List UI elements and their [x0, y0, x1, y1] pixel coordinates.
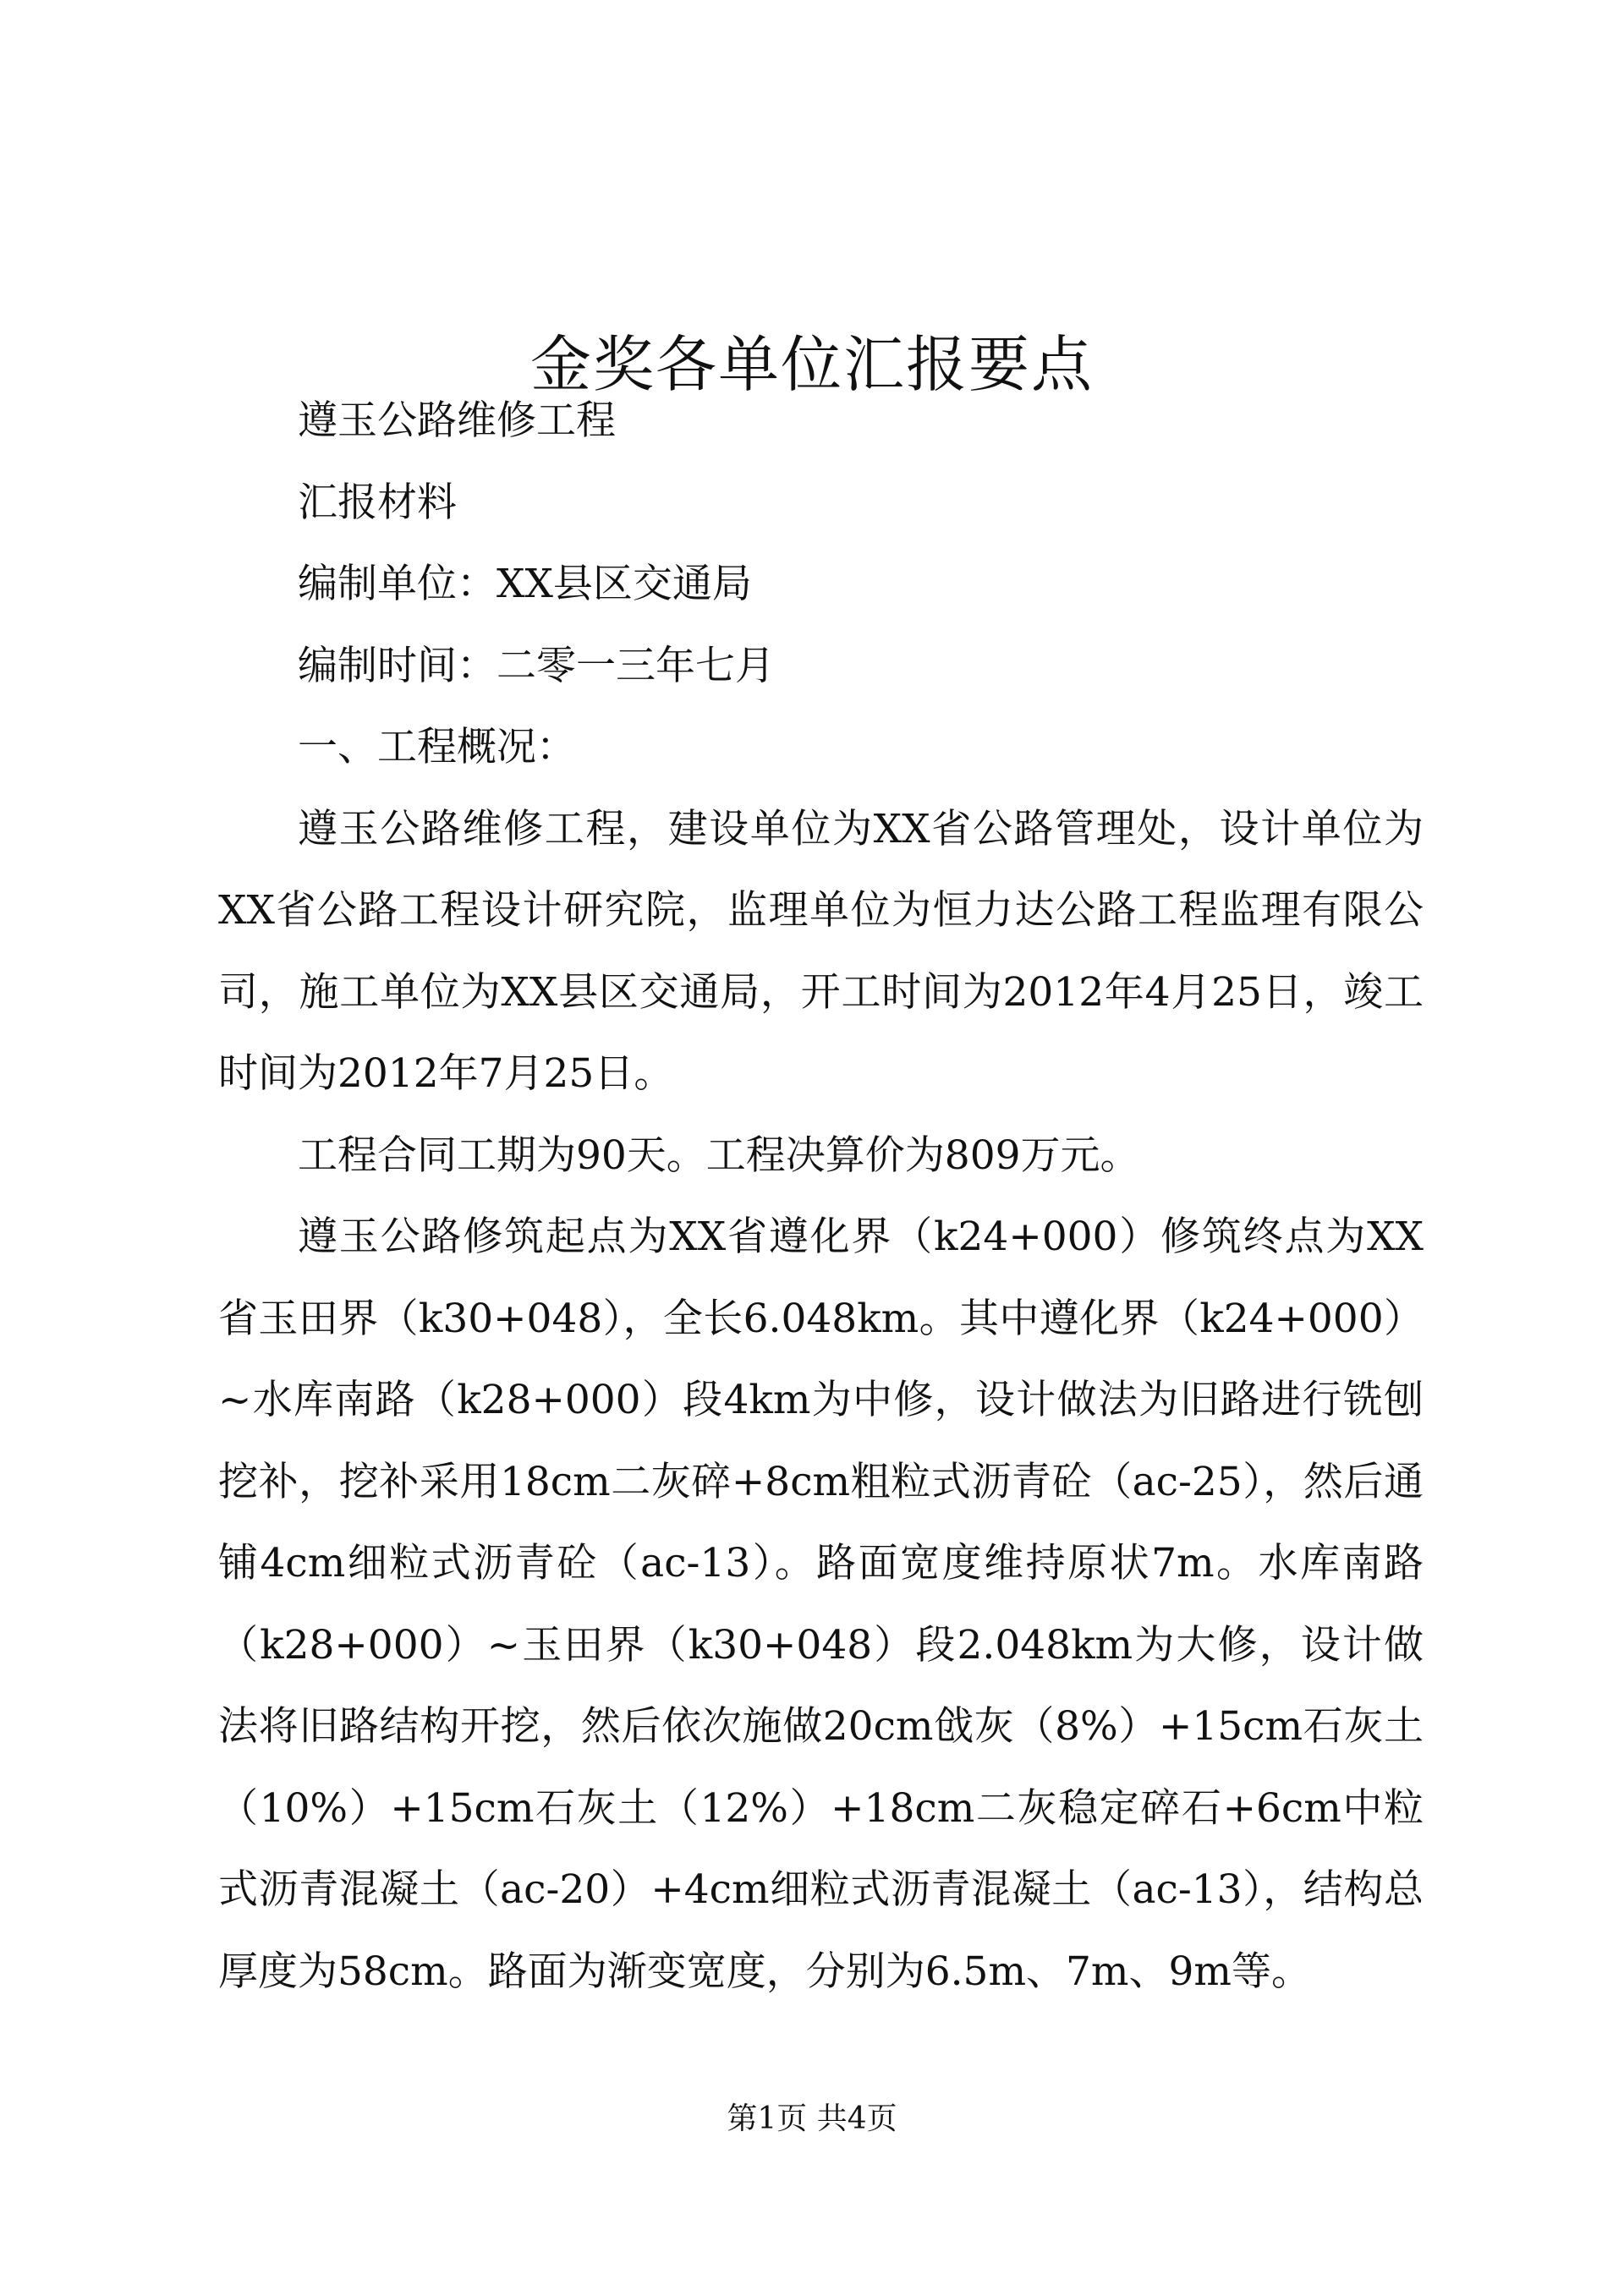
- overview-paragraph: 遵玉公路维修工程，建设单位为XX省公路管理处，设计单位为XX省公路工程设计研究院，监理单位为恒力达公路工程监理有限公司，施工单位为XX县区交通局，开工时间为2012年4月25日，竣工时间为2012年7月25日。: [218, 805, 1424, 1097]
- project-name: 遵玉公路维修工程: [298, 397, 616, 444]
- contract-paragraph: 工程合同工期为90天。工程决算价为809万元。: [298, 1132, 1140, 1179]
- document-body: [218, 381, 1424, 2013]
- section-heading: 一、工程概况：: [298, 724, 576, 770]
- document-title: 金奖各单位汇报要点: [529, 329, 1094, 401]
- page-footer: 第1页 共4页: [727, 2101, 897, 2136]
- route-paragraph: 遵玉公路修筑起点为XX省遵化界（k24+000）修筑终点为XX省玉田界（k30+048），全长6.048km。其中遵化界（k24+000）~水库南路（k28+000）段4km为中修，设计做法为旧路进行铣刨挖补，挖补采用18cm二灰碎+8cm粗粒式沥青砼（ac-25），然后通铺4cm细粒式沥青砼（ac-13）。路面宽度维持原状7m。水库南路（k28+000）~玉田界（k30+048）段2.048km为大修，设计做法将旧路结构开挖，然后依次施做20cm戗灰（8%）+15cm石灰土（10%）+15cm石灰土（12%）+18cm二灰稳定碎石+6cm中粒式沥青混凝土（ac-20）+4cm细粒式沥青混凝土（ac-13），结构总厚度为58cm。路面为渐变宽度，分别为6.5m、7m、9m等。: [218, 1214, 1424, 1995]
- report-label: 汇报材料: [298, 479, 457, 526]
- compiling-date: 编制时间：二零一三年七月: [298, 642, 775, 689]
- compiling-unit: 编制单位：XX县区交通局: [298, 561, 752, 607]
